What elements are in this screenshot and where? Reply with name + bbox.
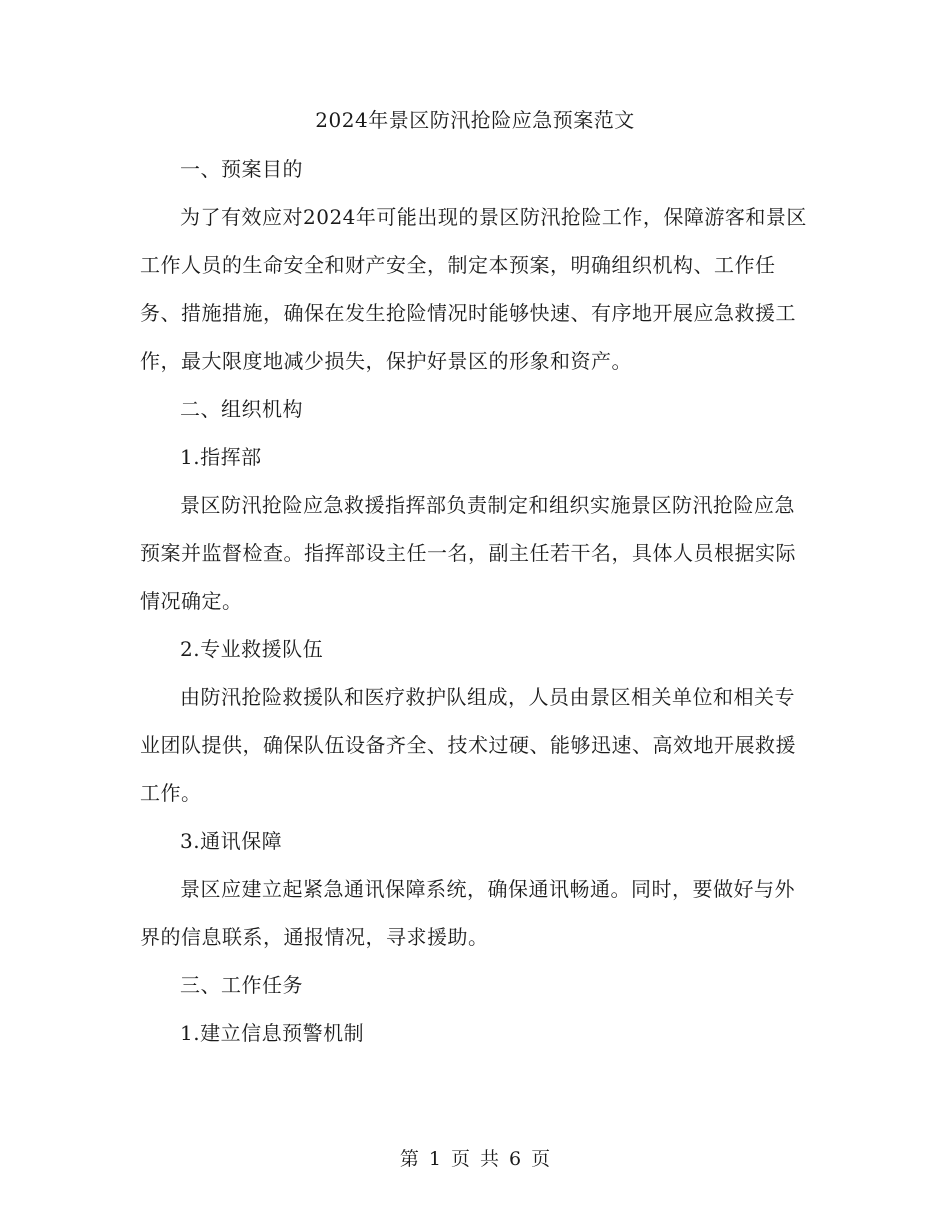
- paragraph-purpose: 为了有效应对2024年可能出现的景区防汛抢险工作，保障游客和景区工作人员的生命安全和财产安全，制定本预案，明确组织机构、工作任务、措施措施，确保在发生抢险情况时能够快速、有序地开展应急救援工作，最大限度地减少损失，保护好景区的形象和资产。: [140, 205, 807, 373]
- subheading-command: 1.指挥部: [180, 445, 262, 469]
- document-title: 2024年景区防汛抢险应急预案范文: [315, 108, 635, 132]
- subheading-rescue-team: 2.专业救援队伍: [180, 637, 324, 661]
- paragraph-rescue-team: 由防汛抢险救援队和医疗救护队组成，人员由景区相关单位和相关专业团队提供，确保队伍设备齐全、技术过硬、能够迅速、高效地开展救援工作。: [140, 685, 796, 805]
- subheading-communication: 3.通讯保障: [180, 829, 283, 853]
- heading-organization: 二、组织机构: [180, 397, 303, 421]
- heading-purpose: 一、预案目的: [180, 157, 303, 181]
- heading-tasks: 三、工作任务: [180, 973, 303, 997]
- paragraph-command: 景区防汛抢险应急救援指挥部负责制定和组织实施景区防汛抢险应急预案并监督检查。指挥部设主任一名，副主任若干名，具体人员根据实际情况确定。: [140, 493, 796, 613]
- subheading-warning: 1.建立信息预警机制: [180, 1021, 365, 1045]
- document-body: [140, 145, 810, 1057]
- page-number-footer: 第 1 页 共 6 页: [399, 1148, 551, 1170]
- paragraph-communication: 景区应建立起紧急通讯保障系统，确保通讯畅通。同时，要做好与外界的信息联系，通报情况，寻求援助。: [140, 877, 795, 949]
